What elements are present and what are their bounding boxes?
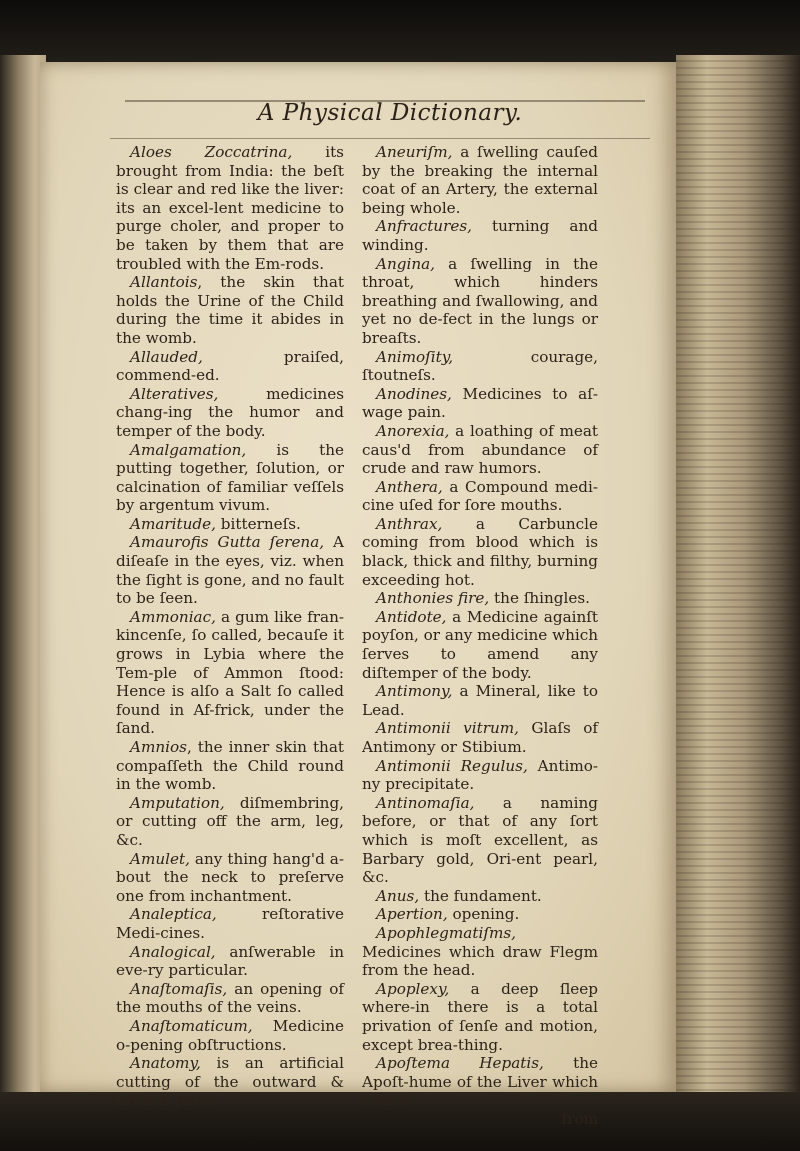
entry	[362, 589, 598, 608]
entry-term: Apoplexy,	[376, 979, 450, 998]
entry	[116, 794, 344, 850]
entry-definition: is an artificial cutting of the outward & inward parts.	[116, 1054, 344, 1110]
entry	[116, 905, 344, 942]
entry-term: Amalgamation,	[130, 440, 247, 459]
entry-term: Apoſtema Hepatis,	[376, 1054, 544, 1073]
entry-definition: a Medicine againſt poyſon, or any medicine which ſerves to amend any diſtemper of the body.	[362, 607, 598, 682]
entry-definition: anſwerable in eve-ry particular.	[116, 942, 344, 980]
entry-definition: Glaſs of Antimony or Stibium.	[362, 719, 598, 756]
entry	[362, 385, 598, 422]
entry-definition: the Apoſt-hume of the Liver which comes	[362, 1054, 598, 1110]
entry-definition: Medicine o-pening obſtructions.	[116, 1016, 344, 1054]
entry-definition: its brought from India: the beſt is clear and red like the liver: its an excel-lent medicine to purge choler, and proper to be taken by them that are troubled with the Em-rods.	[116, 143, 344, 273]
entry-term: Amulet,	[130, 849, 190, 868]
entry-definition: courage, ſtoutneſs.	[362, 347, 598, 385]
entry-definition: A diſeaſe in the eyes, viz. when the ſight is gone, and no fault to be ſeen.	[116, 533, 344, 608]
entry-definition: diſmembring, or cutting off the arm, leg, &c.	[116, 793, 344, 849]
entry	[362, 682, 598, 719]
entry-term: Anus,	[376, 886, 420, 905]
entry-definition: any thing hang'd a-bout the neck to preſerve one from inchantment.	[116, 849, 344, 905]
entry-definition: a Mineral, like to Lead.	[362, 682, 598, 719]
entry	[362, 478, 598, 515]
entry-term: Amaurofis Gutta ſerena,	[130, 533, 325, 552]
entry-definition: a ſwelling in the throat, which hinders breathing and ſwallowing, and yet no de-fect in the lungs or breaſts.	[362, 254, 598, 347]
entry-term: Allauded,	[130, 347, 203, 366]
entry	[362, 980, 598, 1054]
entry-term: Apophlegmatiſms,	[376, 923, 516, 942]
entry	[362, 1054, 598, 1110]
entry-definition: Antimo-ny precipitate.	[362, 756, 599, 794]
entry-definition: an opening of the mouths of the veins.	[116, 979, 344, 1017]
entry-term: Antimonii vitrum,	[376, 719, 519, 738]
entry-definition: a gum like fran-kincenſe, ſo called, becauſe it grows in Lybia where the Tem-ple of Ammon ſtood: Hence is alſo a Salt ſo called found in Af-frick, under the ſand.	[116, 607, 344, 738]
left-column	[116, 143, 344, 1110]
entry	[362, 905, 598, 924]
entry-definition: the fundament.	[419, 886, 542, 905]
running-head: A Physical Dictionary.	[257, 100, 523, 126]
entry-term: Anthrax,	[376, 514, 443, 533]
entry-definition: the ſhingles.	[489, 589, 590, 608]
entry-definition: , the skin that holds the Urine of the Child during the time it abides in the womb.	[116, 273, 344, 347]
entry-definition: Medicines to aſ-wage pain.	[362, 384, 598, 422]
book-page-stack-edge	[676, 55, 800, 1151]
entry	[362, 924, 598, 980]
entry-term: Anaſtomaſis,	[130, 979, 228, 998]
entry-term: Antidote,	[376, 607, 447, 626]
entry-term: Ammoniac,	[130, 607, 216, 626]
entry	[362, 348, 598, 385]
entry-definition: reſtorative Medi-cines.	[116, 905, 344, 942]
entry-definition: praiſed, commend-ed.	[116, 347, 344, 385]
entry	[362, 255, 598, 348]
entry	[362, 719, 598, 756]
entry	[116, 850, 344, 906]
entry	[362, 422, 598, 478]
entry-term: Anthera,	[376, 477, 443, 496]
entry-definition: a Compound medi-cine uſed for ſore mouths.	[362, 477, 598, 515]
catchword: from	[561, 1109, 598, 1128]
entry	[116, 738, 344, 794]
entry-definition: medicines chang-ing the humor and temper of the body.	[116, 384, 344, 440]
entry	[116, 943, 344, 980]
entry	[362, 608, 598, 682]
entry-term: Amaritude,	[130, 514, 216, 533]
entry-definition: , the inner skin that compaſſeth the Child round in the womb.	[116, 738, 344, 794]
entry-term: Animoſity,	[376, 347, 454, 366]
entry	[116, 143, 344, 273]
entry-term: Antimonii Regulus,	[376, 756, 528, 775]
header-divider	[110, 138, 650, 139]
entry-term: Alteratives,	[130, 384, 219, 403]
entry	[116, 980, 344, 1017]
entry-term: Aneuriſm,	[376, 143, 453, 161]
entry-term: Aloes Zoccatrina,	[130, 143, 293, 161]
entry-definition: opening.	[447, 905, 520, 924]
entry-term: Allantois	[130, 273, 198, 292]
entry-term: Anfractures,	[376, 217, 472, 236]
entry-definition: turning and winding.	[362, 217, 598, 254]
entry	[116, 515, 344, 534]
entry-definition: a ſwelling cauſed by the breaking the internal coat of an Artery, the external being whole.	[362, 143, 598, 217]
entry-term: Anaſtomaticum,	[130, 1016, 253, 1035]
entry-term: Analeptica,	[130, 905, 217, 924]
entry	[362, 515, 598, 589]
entry	[362, 757, 598, 794]
entry	[116, 348, 344, 385]
entry	[362, 217, 598, 254]
entry-definition: a deep ſleep where-in there is a total privation of ſenſe and motion, except brea-thing.	[362, 979, 598, 1054]
entry-definition: is the putting together, ſolution, or calcination of familiar veſſels by argentum vivum.	[116, 440, 344, 515]
entry	[116, 385, 344, 441]
entry-term: Antinomaſia,	[376, 793, 475, 812]
right-column	[362, 143, 598, 1144]
entry-term: Anorexia,	[376, 421, 450, 440]
entry-definition: a naming before, or that of any ſort which is moſt excellent, as Barbary gold, Ori-ent pearl, &c.	[362, 793, 598, 887]
entry	[116, 441, 344, 515]
entry	[116, 273, 344, 347]
entry	[116, 1017, 344, 1054]
entry	[362, 143, 598, 217]
entry-term: Amnios	[130, 738, 187, 756]
entry	[116, 608, 344, 738]
entry-term: Amputation,	[130, 793, 225, 812]
entry-term: Analogical,	[130, 942, 216, 961]
entry	[362, 887, 598, 906]
entry-term: Antimony,	[376, 682, 453, 701]
entry-term: Angina,	[376, 254, 435, 273]
entry-definition: bitterneſs.	[215, 514, 301, 533]
entry	[116, 533, 344, 607]
entry-term: Anthonies fire,	[376, 589, 490, 608]
entry-term: Anatomy,	[130, 1054, 201, 1073]
entry	[362, 794, 598, 887]
entry-term: Apertion,	[376, 905, 448, 924]
entry-definition: a Carbuncle coming from blood which is black, thick and filthy, burning exceeding hot.	[362, 514, 598, 589]
entry	[116, 1054, 344, 1110]
entry-definition: Medicines which draw Flegm from the head.	[362, 942, 598, 980]
entry-term: Anodines,	[376, 384, 452, 403]
entry-definition: a loathing of meat caus'd from abundance of crude and raw humors.	[362, 421, 598, 478]
